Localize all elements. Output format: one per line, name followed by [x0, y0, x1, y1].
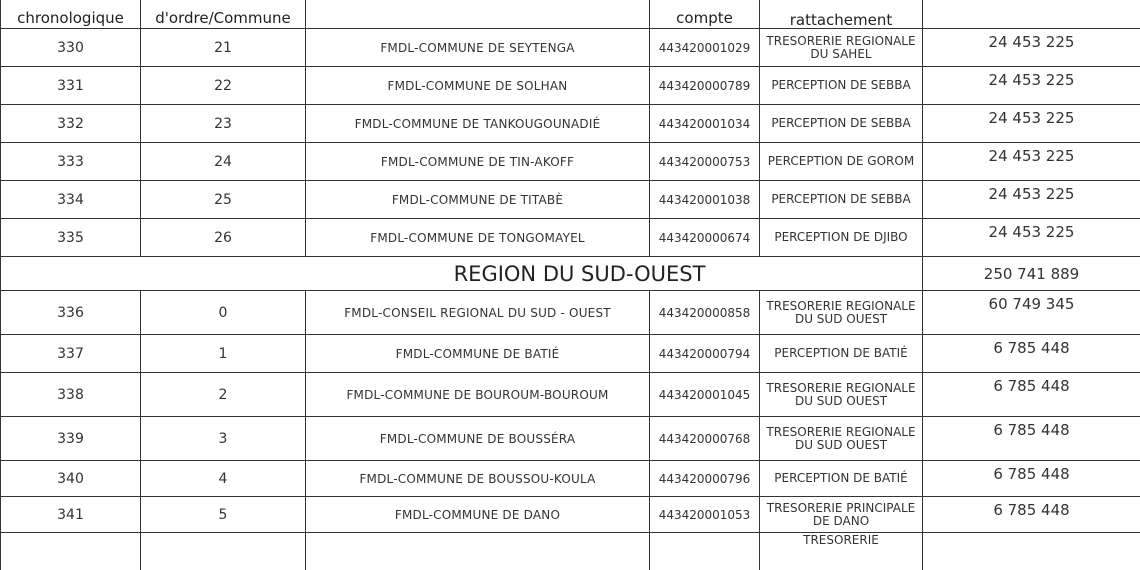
cell-compte: 443420000794 — [650, 335, 760, 373]
cell-chrono: 340 — [1, 461, 141, 497]
cell-ordre — [141, 533, 306, 570]
cell-montant: 6 785 448 — [923, 417, 1140, 461]
cell-beneficiaire: FMDL-COMMUNE DE TIN-AKOFF — [306, 143, 650, 181]
cell-beneficiaire: FMDL-COMMUNE DE TITABÈ — [306, 181, 650, 219]
cell-rattachement: TRESORERIE — [760, 533, 923, 570]
cell-compte: 443420001038 — [650, 181, 760, 219]
cell-beneficiaire: FMDL-COMMUNE DE SEYTENGA — [306, 29, 650, 67]
header-montant — [923, 0, 1140, 29]
table-row — [1, 461, 1140, 497]
cell-chrono: 339 — [1, 417, 141, 461]
cell-montant: 24 453 225 — [923, 105, 1140, 143]
cell-montant: 6 785 448 — [923, 497, 1140, 533]
cell-rattachement: PERCEPTION DE SEBBA — [760, 105, 923, 143]
cell-chrono: 335 — [1, 219, 141, 257]
cell-compte: 443420001045 — [650, 373, 760, 417]
cell-rattachement: PERCEPTION DE DJIBO — [760, 219, 923, 257]
cell-rattachement: TRESORERIE REGIONALE DU SUD OUEST — [760, 417, 923, 461]
header-ordre: d'ordre/Commune — [141, 0, 306, 29]
cell-beneficiaire: FMDL-COMMUNE DE DANO — [306, 497, 650, 533]
cell-beneficiaire: FMDL-COMMUNE DE TONGOMAYEL — [306, 219, 650, 257]
cell-ordre: 25 — [141, 181, 306, 219]
cell-compte: 443420000768 — [650, 417, 760, 461]
cell-montant: 24 453 225 — [923, 219, 1140, 257]
region-title: REGION DU SUD-OUEST — [1, 257, 923, 291]
table-row — [1, 143, 1140, 181]
cell-chrono: 337 — [1, 335, 141, 373]
cell-chrono: 331 — [1, 67, 141, 105]
cell-rattachement: PERCEPTION DE GOROM — [760, 143, 923, 181]
cell-ordre: 3 — [141, 417, 306, 461]
cell-montant: 24 453 225 — [923, 143, 1140, 181]
table-row-partial — [1, 533, 1140, 570]
cell-compte: 443420001029 — [650, 29, 760, 67]
cell-montant: 6 785 448 — [923, 335, 1140, 373]
cell-ordre: 0 — [141, 291, 306, 335]
cell-montant: 24 453 225 — [923, 29, 1140, 67]
cell-ordre: 22 — [141, 67, 306, 105]
cell-rattachement: TRESORERIE REGIONALE DU SUD OUEST — [760, 291, 923, 335]
cell-rattachement: PERCEPTION DE BATIÉ — [760, 461, 923, 497]
header-beneficiaire — [306, 0, 650, 29]
cell-chrono: 338 — [1, 373, 141, 417]
cell-montant: 24 453 225 — [923, 67, 1140, 105]
cell-compte: 443420001034 — [650, 105, 760, 143]
cell-compte: 443420000789 — [650, 67, 760, 105]
cell-montant: 6 785 448 — [923, 461, 1140, 497]
header-rattachement: rattachement — [760, 0, 923, 29]
cell-montant: 24 453 225 — [923, 181, 1140, 219]
cell-chrono: 334 — [1, 181, 141, 219]
cell-beneficiaire: FMDL-COMMUNE DE BOUSSÉRA — [306, 417, 650, 461]
cell-rattachement: TRESORERIE PRINCIPALE DE DANO — [760, 497, 923, 533]
table-row — [1, 67, 1140, 105]
table-row — [1, 373, 1140, 417]
cell-chrono — [1, 533, 141, 570]
cell-rattachement: PERCEPTION DE BATIÉ — [760, 335, 923, 373]
cell-compte: 443420000674 — [650, 219, 760, 257]
cell-beneficiaire: FMDL-COMMUNE DE BATIÉ — [306, 335, 650, 373]
cell-chrono: 330 — [1, 29, 141, 67]
cell-compte: 443420000796 — [650, 461, 760, 497]
header-compte: compte — [650, 0, 760, 29]
table-row — [1, 497, 1140, 533]
cell-beneficiaire: FMDL-COMMUNE DE TANKOUGOUNADIÉ — [306, 105, 650, 143]
table-row — [1, 291, 1140, 335]
cell-chrono: 332 — [1, 105, 141, 143]
cell-ordre: 26 — [141, 219, 306, 257]
cell-montant: 60 749 345 — [923, 291, 1140, 335]
cell-ordre: 21 — [141, 29, 306, 67]
cell-rattachement: PERCEPTION DE SEBBA — [760, 67, 923, 105]
cell-beneficiaire: FMDL-COMMUNE DE BOUSSOU-KOULA — [306, 461, 650, 497]
cell-compte — [650, 533, 760, 570]
cell-compte: 443420000858 — [650, 291, 760, 335]
cell-beneficiaire: FMDL-COMMUNE DE BOUROUM-BOUROUM — [306, 373, 650, 417]
cell-beneficiaire: FMDL-CONSEIL REGIONAL DU SUD - OUEST — [306, 291, 650, 335]
cell-montant — [923, 533, 1140, 570]
cell-rattachement: PERCEPTION DE SEBBA — [760, 181, 923, 219]
cell-ordre: 5 — [141, 497, 306, 533]
table-header-row — [1, 0, 1140, 29]
cell-compte: 443420000753 — [650, 143, 760, 181]
region-total: 250 741 889 — [923, 257, 1140, 291]
cell-ordre: 1 — [141, 335, 306, 373]
cell-chrono: 336 — [1, 291, 141, 335]
cell-rattachement: TRESORERIE REGIONALE DU SAHEL — [760, 29, 923, 67]
cell-compte: 443420001053 — [650, 497, 760, 533]
cell-beneficiaire — [306, 533, 650, 570]
cell-ordre: 24 — [141, 143, 306, 181]
region-row — [1, 257, 1140, 291]
cell-beneficiaire: FMDL-COMMUNE DE SOLHAN — [306, 67, 650, 105]
table-row — [1, 219, 1140, 257]
table-row — [1, 181, 1140, 219]
table-row — [1, 417, 1140, 461]
header-chrono: chronologique — [1, 0, 141, 29]
table-row — [1, 105, 1140, 143]
cell-rattachement: TRESORERIE REGIONALE DU SUD OUEST — [760, 373, 923, 417]
cell-chrono: 333 — [1, 143, 141, 181]
cell-ordre: 2 — [141, 373, 306, 417]
cell-ordre: 23 — [141, 105, 306, 143]
cell-ordre: 4 — [141, 461, 306, 497]
cell-montant: 6 785 448 — [923, 373, 1140, 417]
table-row — [1, 335, 1140, 373]
cell-chrono: 341 — [1, 497, 141, 533]
table-row — [1, 29, 1140, 67]
